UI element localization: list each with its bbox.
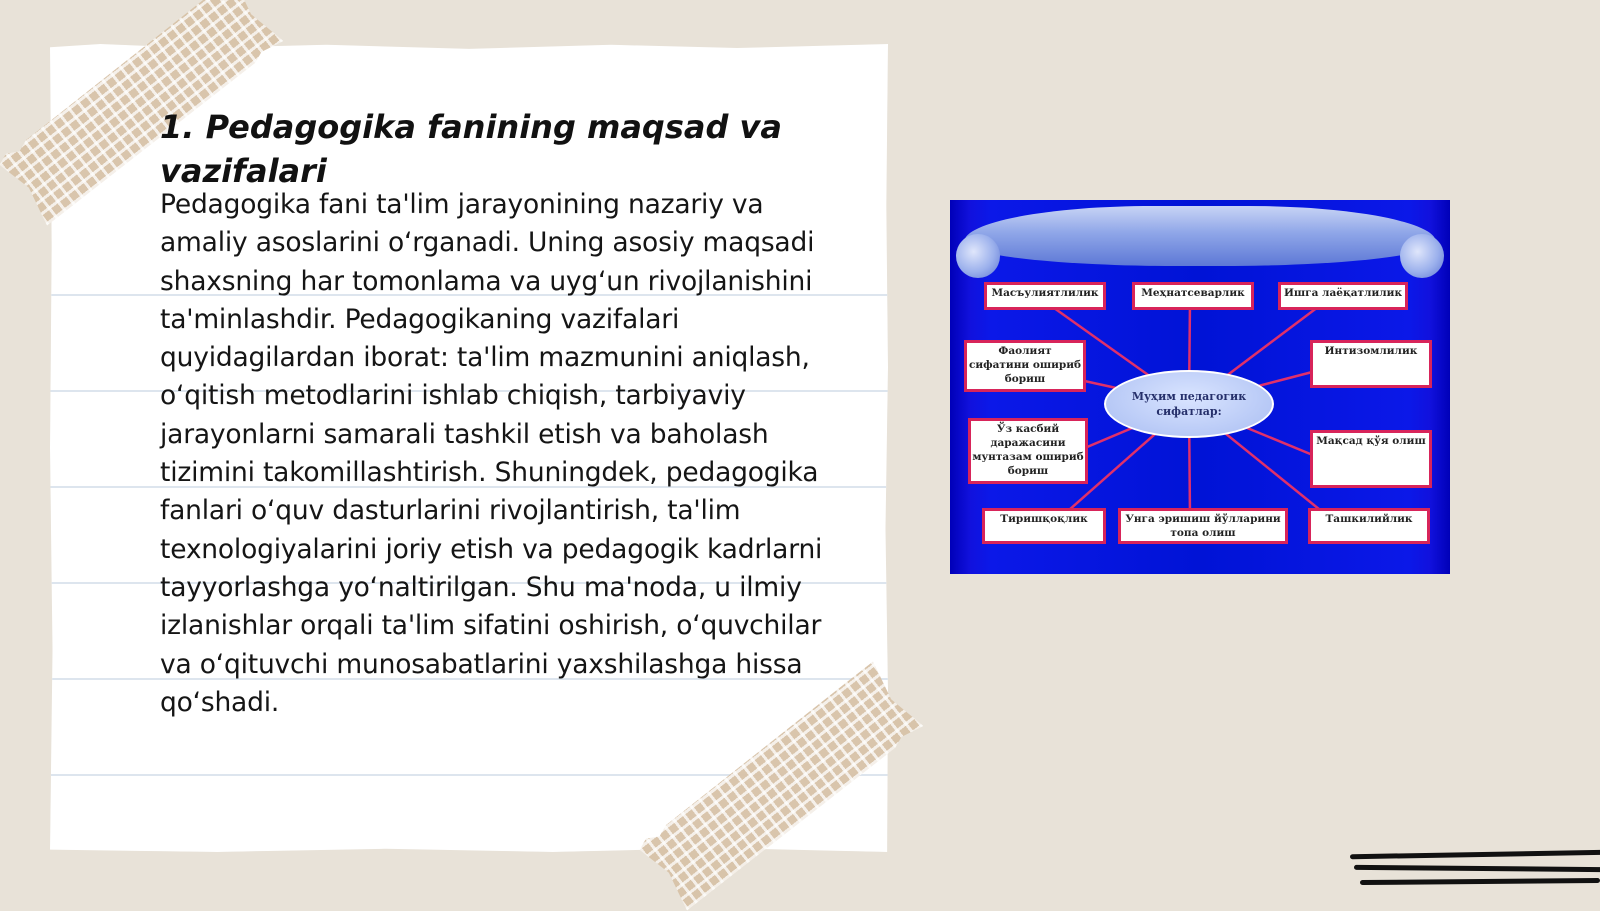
pedagogical-qualities-diagram: [950, 200, 1450, 574]
diagram-center-node: Муҳим педагогик сифатлар:: [1104, 370, 1274, 438]
node-activity-quality: Фаолият сифатини ошириб бориш: [964, 340, 1086, 392]
node-professional-growth: Ўз касбий даражасини мунтазам ошириб бориш: [968, 418, 1088, 484]
node-goal-setting: Мақсад қўя олиш: [1310, 430, 1432, 488]
slide-title: 1. Pedagogika fanining maqsad va vazifalari: [160, 108, 782, 190]
stripe: [1360, 878, 1600, 885]
node-discipline: Интизомлилик: [1310, 340, 1432, 388]
stripe: [1354, 865, 1600, 872]
slide-body-text: Pedagogika fani ta'lim jarayonining nazariy va amaliy asoslarini o‘rganadi. Uning asosiy maqsadi shaxsning har tomonlama va uyg‘un rivojlanishini ta'minlashdir. Pedagogikaning vazifalari quyidagilardan iborat: ta'lim mazmunini aniqlash, o‘qitish metodlarini ishlab chiqish, tarbiyaviy jarayonlarni samarali tashkil etish va baholash tizimini takomillashtirish. Shuningdek, pedagogika fanlari o‘quv dasturlarini rivojlantirish, ta'lim texnologiyalarini joriy etish va pedagogik kadrlarni tayyorlashga yo‘naltirilgan. Shu ma'noda, u ilmiy izlanishlar orqali ta'lim sifatini oshirish, o‘quvchilar va o‘qituvchi munosabatlarini yaxshilashga hissa qo‘shadi.: [160, 189, 823, 718]
decorative-stripes: [1350, 846, 1600, 896]
stripe: [1350, 850, 1600, 860]
node-diligence: Меҳнатсеварлик: [1132, 282, 1254, 310]
node-responsibility: Масъулиятлилик: [984, 282, 1106, 310]
node-finding-ways: Унга эришиш йўлларини топа олиш: [1118, 508, 1288, 544]
node-work-capability: Ишга лаёқатлилик: [1278, 282, 1408, 310]
node-organization: Ташкилийлик: [1308, 508, 1430, 544]
node-persistence: Тиришқоқлик: [982, 508, 1106, 544]
